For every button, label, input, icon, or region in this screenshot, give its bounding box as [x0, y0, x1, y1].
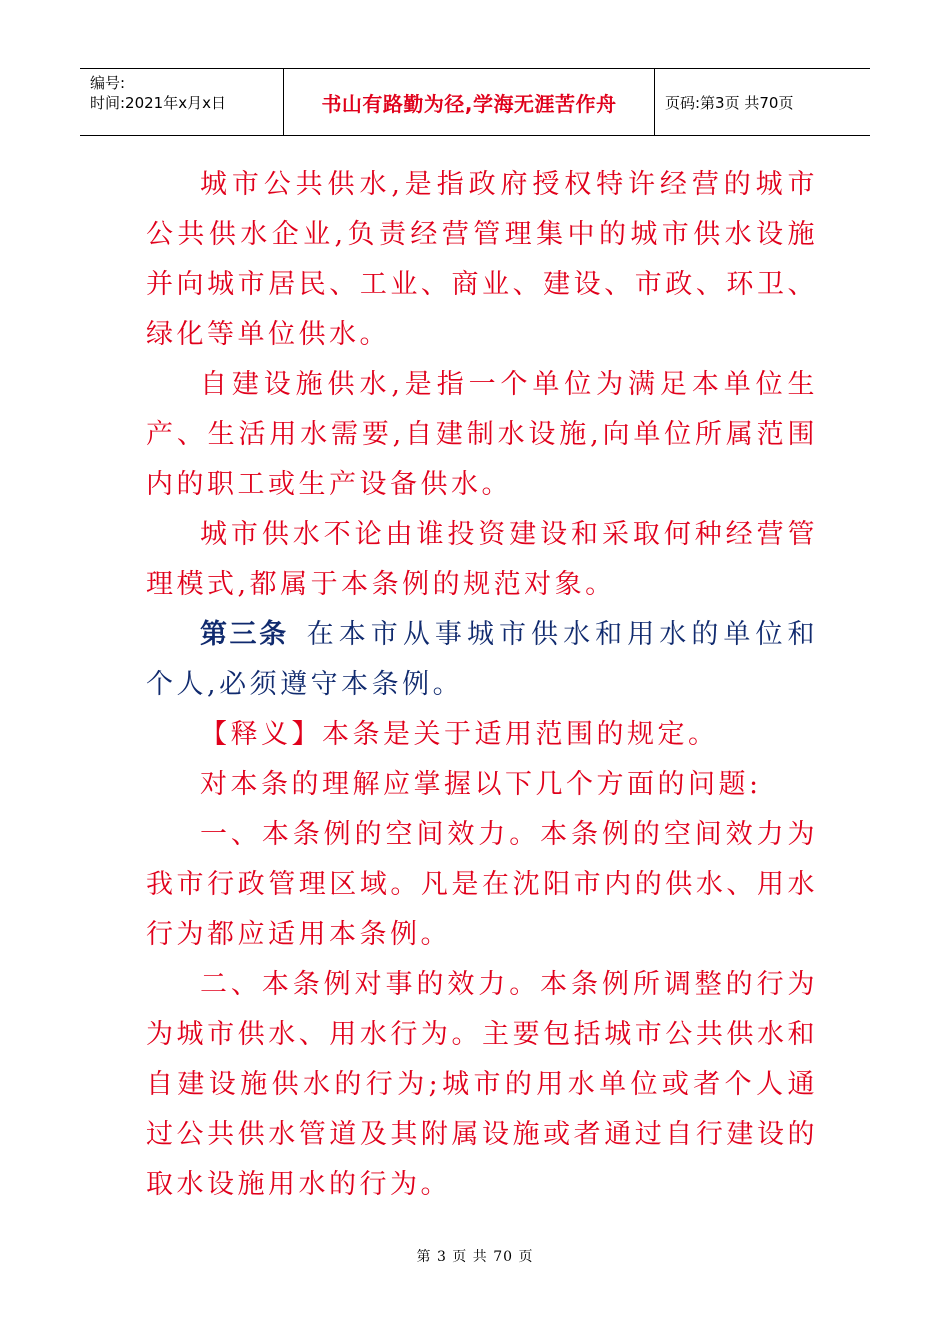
article-text: 在本市从事城市供水和用水的单位和个人,必须遵守本条例。: [146, 619, 819, 700]
document-body: [146, 160, 818, 1210]
paragraph: 城市供水不论由谁投资建设和采取何种经营管理模式,都属于本条例的规范对象。: [146, 519, 818, 600]
article-number: 第三条: [200, 619, 289, 650]
header-page-info: 页码:第3页 共70页: [665, 93, 794, 112]
paragraph: 自建设施供水,是指一个单位为满足本单位生产、生活用水需要,自建制水设施,向单位所属范围内的职工或生产设备供水。: [146, 369, 818, 500]
time-label: 时间:2021年x月x日: [90, 94, 226, 112]
number-label: 编号:: [90, 74, 126, 92]
page-footer: 第 3 页 共 70 页: [416, 1249, 534, 1265]
explanation-intro: 对本条的理解应掌握以下几个方面的问题:: [200, 769, 762, 800]
explanation-point: 二、本条例对事的效力。本条例所调整的行为为城市供水、用水行为。主要包括城市公共供水和自建设施供水的行为;城市的用水单位或者个人通过公共供水管道及其附属设施或者通过自行建设的取水设施用水的行为。: [146, 969, 818, 1200]
header-meta: [80, 69, 283, 135]
paragraph: 城市公共供水,是指政府授权特许经营的城市公共供水企业,负责经营管理集中的城市供水设施并向城市居民、工业、商业、建设、市政、环卫、绿化等单位供水。: [146, 169, 818, 350]
header-motto: 书山有路勤为径,学海无涯苦作舟: [283, 69, 655, 135]
page-header: [80, 68, 870, 136]
explanation-heading: 【释义】本条是关于适用范围的规定。: [200, 719, 719, 750]
article-clause: [146, 610, 818, 710]
explanation-point: 一、本条例的空间效力。本条例的空间效力为我市行政管理区域。凡是在沈阳市内的供水、用水行为都应适用本条例。: [146, 819, 818, 950]
